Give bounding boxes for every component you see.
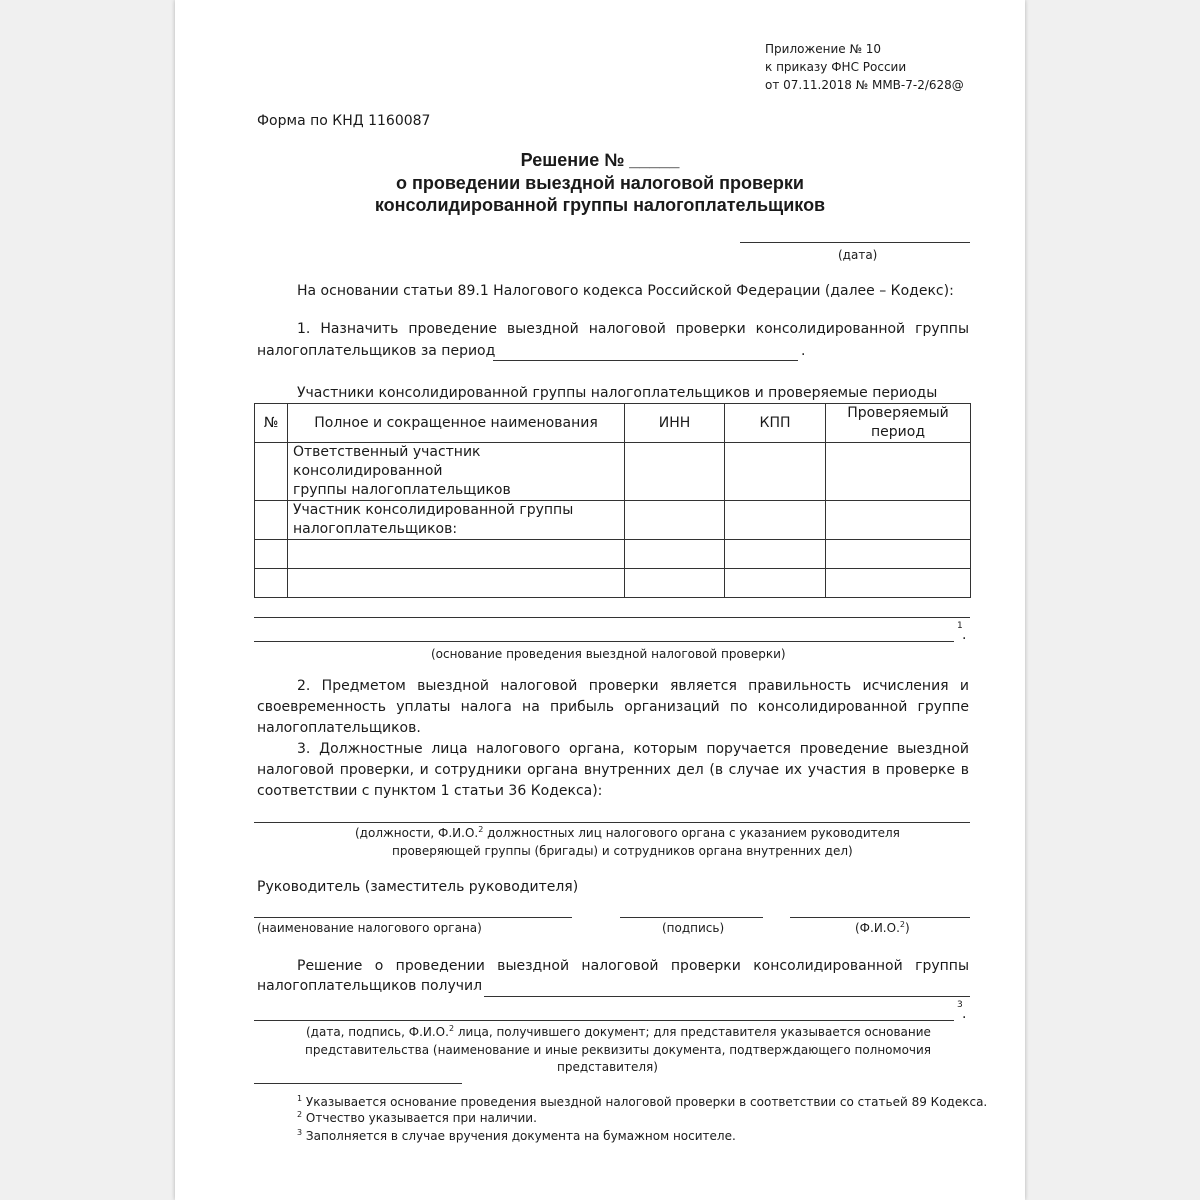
col-number: №	[255, 404, 288, 443]
officials-caption-a: (должности, Ф.И.О.	[355, 826, 479, 840]
received-caption-line-3: представителя)	[557, 1060, 658, 1074]
table-row	[255, 569, 971, 598]
item-2-line-3: налогоплательщиков.	[257, 720, 421, 736]
period-line[interactable]	[493, 360, 798, 361]
col-name: Полное и сокращенное наименования	[288, 404, 625, 443]
footnote-1-mark: 1	[297, 1094, 303, 1103]
footnote-3	[297, 1129, 736, 1143]
row-1-name-line-1: Ответственный участник консолидированной	[293, 444, 481, 479]
cell-inn[interactable]	[625, 443, 725, 501]
table-header-row	[255, 404, 971, 443]
cell-inn[interactable]	[625, 540, 725, 569]
received-line-1: Решение о проведении выездной налоговой проверки консолидированной группы	[297, 958, 969, 974]
footnote-3-text: Заполняется в случае вручения документа на бумажном носителе.	[305, 1129, 736, 1143]
cell-period[interactable]	[826, 501, 971, 540]
cell-kpp[interactable]	[725, 540, 826, 569]
col-kpp: КПП	[725, 404, 826, 443]
cell-inn[interactable]	[625, 501, 725, 540]
basis-caption: (основание проведения выездной налоговой проверки)	[431, 647, 786, 661]
cell-number[interactable]	[255, 501, 288, 540]
table-caption: Участники консолидированной группы налогоплательщиков и проверяемые периоды	[297, 385, 938, 401]
officials-line[interactable]	[254, 822, 970, 823]
date-line[interactable]	[740, 242, 970, 243]
cell-number[interactable]	[255, 443, 288, 501]
cell-number[interactable]	[255, 540, 288, 569]
table-row	[255, 540, 971, 569]
basis-end-mark: .	[962, 627, 967, 643]
item-2-line-1: 2. Предметом выездной налоговой проверки является правильность исчисления и	[297, 678, 969, 694]
footnote-2	[297, 1111, 537, 1125]
fio-caption-text: (Ф.И.О.	[855, 921, 900, 935]
footnote-ref-3: 3	[957, 1000, 963, 1010]
cell-period[interactable]	[826, 540, 971, 569]
cell-kpp[interactable]	[725, 569, 826, 598]
cell-inn[interactable]	[625, 569, 725, 598]
row-1-name-line-2: группы налогоплательщиков	[293, 482, 511, 498]
officials-caption-sup: 2	[478, 825, 484, 834]
decision-subtitle-1: о проведении выездной налоговой проверки	[396, 173, 804, 193]
footnote-1-text: Указывается основание проведения выездной налоговой проверки в соответствии со статьей 89 Кодекса.	[305, 1095, 988, 1109]
row-2-name-line-2: налогоплательщиков:	[293, 521, 458, 537]
appendix-line-2: к приказу ФНС России	[765, 60, 907, 74]
org-caption: (наименование налогового органа)	[257, 921, 482, 935]
date-caption: (дата)	[838, 248, 878, 262]
cell-name[interactable]	[288, 569, 625, 598]
cell-number[interactable]	[255, 569, 288, 598]
footnote-2-text: Отчество указывается при наличии.	[305, 1111, 537, 1125]
col-period: Проверяемый период	[826, 404, 971, 443]
appendix-line-1: Приложение № 10	[765, 42, 882, 56]
item-1-line-2: налогоплательщиков за период	[257, 343, 496, 359]
cell-kpp[interactable]	[725, 501, 826, 540]
item-3-line-3: соответствии с пунктом 1 статьи 36 Кодекса):	[257, 783, 603, 799]
received-line[interactable]	[484, 996, 970, 997]
fio-caption	[855, 921, 910, 935]
basis-text: На основании статьи 89.1 Налогового кодекса Российской Федерации (далее – Кодекс):	[297, 283, 954, 299]
received-caption-a: (дата, подпись, Ф.И.О.	[306, 1025, 449, 1039]
footnote-3-mark: 3	[297, 1128, 303, 1137]
table-row	[255, 501, 971, 540]
received-caption-line-2: представительства (наименование и иные реквизиты документа, подтверждающего полномочия	[305, 1043, 932, 1057]
fio-line[interactable]	[790, 917, 970, 918]
footnote-2-mark: 2	[297, 1110, 303, 1119]
decision-title: Решение № _____	[520, 150, 680, 170]
received-caption-line-1	[306, 1025, 931, 1039]
item-2-line-2: своевременность уплаты налога на прибыль организаций по консолидированной группе	[257, 699, 969, 715]
fio-caption-sup: 2	[899, 920, 905, 929]
fio-caption-close: )	[904, 921, 910, 935]
item-1-line-1: 1. Назначить проведение выездной налоговой проверки консолидированной группы	[297, 321, 969, 337]
cell-kpp[interactable]	[725, 443, 826, 501]
basis-line-1[interactable]	[254, 617, 970, 618]
footnote-separator	[254, 1083, 462, 1084]
form-code: Форма по КНД 1160087	[257, 113, 431, 129]
received-caption-sup: 2	[448, 1024, 455, 1033]
received-line-2-rule[interactable]	[254, 1020, 954, 1021]
cell-name[interactable]	[288, 443, 625, 501]
received-end-mark: .	[962, 1006, 967, 1022]
org-line[interactable]	[254, 917, 572, 918]
received-caption-b: лица, получившего документ; для представителя указывается основание	[454, 1025, 931, 1039]
officials-caption-line-1	[355, 826, 900, 840]
officials-caption-line-2: проверяющей группы (бригады) и сотрудников органа внутренних дел)	[392, 844, 853, 858]
head-label: Руководитель (заместитель руководителя)	[257, 879, 579, 895]
appendix-line-3: от 07.11.2018 № ММВ-7-2/628@	[765, 78, 964, 92]
footnote-ref-1: 1	[957, 621, 963, 631]
participants-table	[254, 403, 971, 598]
sign-caption: (подпись)	[662, 921, 725, 935]
period-end-mark: .	[801, 343, 806, 359]
received-line-2: налогоплательщиков получил	[257, 978, 483, 994]
decision-subtitle-2: консолидированной группы налогоплательщиков	[374, 195, 826, 215]
item-3-line-2: налоговой проверки, и сотрудники органа внутренних дел (в случае их участия в проверке в	[257, 762, 969, 778]
document-page	[175, 0, 1025, 1200]
col-inn: ИНН	[625, 404, 725, 443]
signature-line[interactable]	[620, 917, 763, 918]
row-2-name-line-1: Участник консолидированной группы	[293, 502, 574, 518]
cell-period[interactable]	[826, 443, 971, 501]
table-row	[255, 443, 971, 501]
cell-period[interactable]	[826, 569, 971, 598]
item-3-line-1: 3. Должностные лица налогового органа, которым поручается проведение выездной	[297, 741, 969, 757]
cell-name[interactable]	[288, 501, 625, 540]
footnote-1	[297, 1095, 987, 1109]
basis-line-2[interactable]	[254, 641, 954, 642]
cell-name[interactable]	[288, 540, 625, 569]
officials-caption-b: должностных лиц налогового органа с указанием руководителя	[483, 826, 900, 840]
